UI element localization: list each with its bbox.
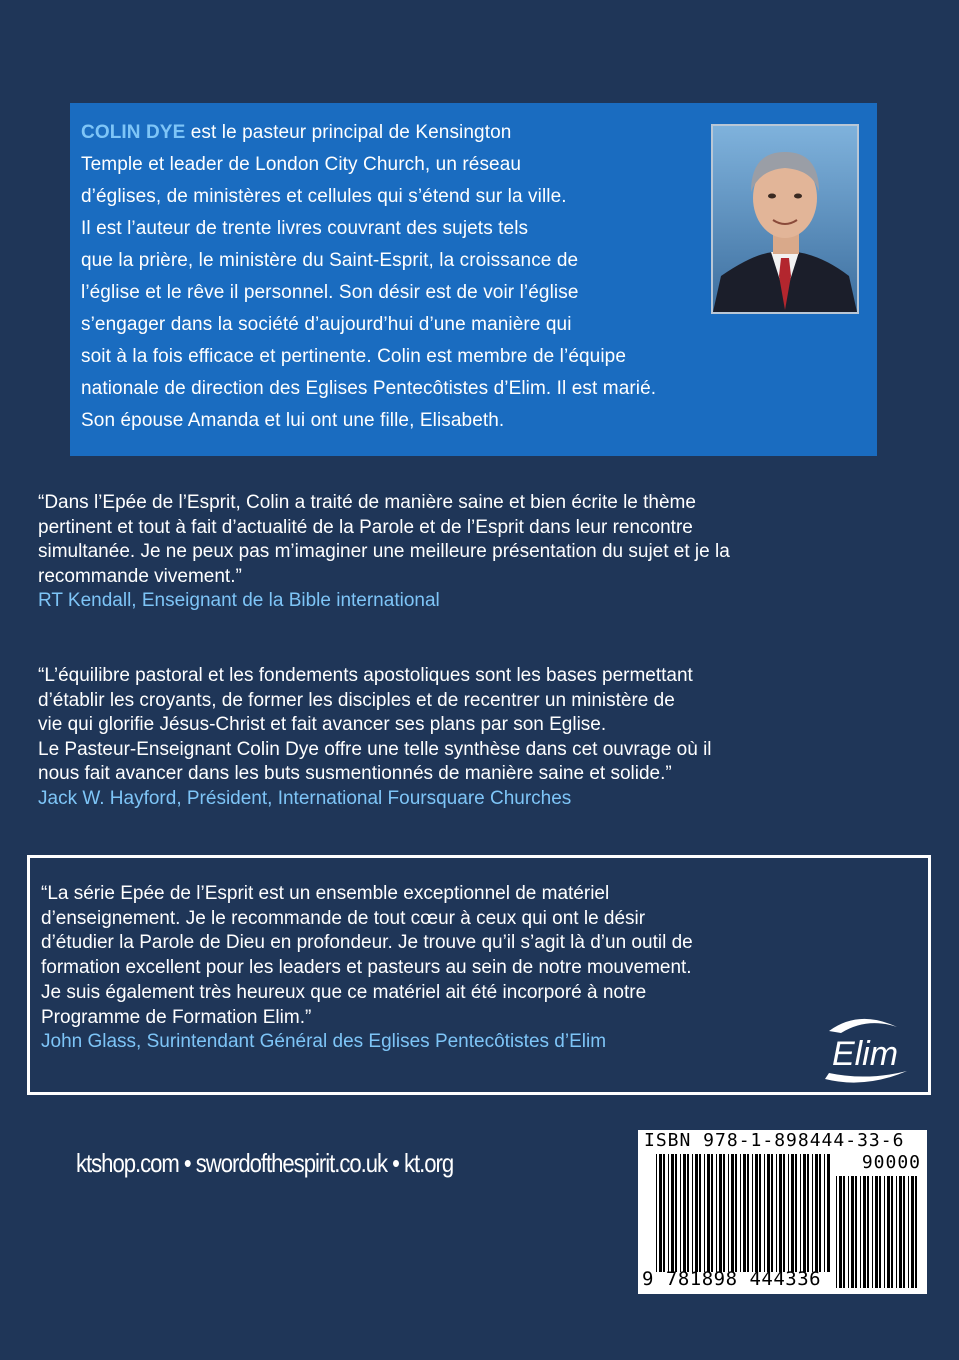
barcode-bar <box>795 1154 797 1272</box>
barcode-bar <box>735 1154 737 1272</box>
barcode-bar <box>752 1154 753 1272</box>
barcode-bar <box>707 1154 710 1272</box>
barcode-bar <box>704 1154 705 1272</box>
quote-line: “La série Epée de l’Esprit est un ensemble exceptionnel de matériel <box>41 883 610 904</box>
barcode-bar <box>848 1176 849 1288</box>
bio-line: est le pasteur principal de Kensington <box>185 122 512 143</box>
quote-line: nous fait avancer dans les buts susmentionnés de manière saine et solide.” <box>38 763 672 784</box>
barcode-bar <box>800 1154 801 1272</box>
barcode-bar <box>839 1176 842 1288</box>
barcode-bar <box>884 1176 885 1288</box>
barcode-bar <box>779 1154 782 1272</box>
endorsement-glass-frame <box>27 855 931 1095</box>
barcode-bar <box>675 1154 677 1272</box>
footer-websites: ktshop.com • swordofthespirit.co.uk • kt.org <box>76 1148 454 1178</box>
quote-line: “L’équilibre pastoral et les fondements apostoliques sont les bases permettant <box>38 665 693 686</box>
author-bio-text <box>81 117 811 437</box>
quote-line: Je suis également très heureux que ce matériel ait été incorporé à notre <box>41 981 647 1003</box>
quote-line: simultanée. Je ne peux pas m’imaginer une meilleure présentation du sujet et je la <box>38 541 730 562</box>
barcode-bar <box>683 1154 686 1272</box>
author-name: COLIN DYE <box>81 122 186 143</box>
barcode-bar <box>767 1154 770 1272</box>
quote-line: Programme de Formation Elim.” <box>41 1006 312 1028</box>
barcode-bar <box>911 1176 914 1288</box>
barcode-bar <box>771 1154 773 1272</box>
barcode-bar <box>903 1176 905 1288</box>
barcode-bar <box>687 1154 689 1272</box>
bio-line: Temple et leader de London City Church, un réseau <box>81 154 522 175</box>
barcode-bar <box>728 1154 729 1272</box>
barcode-bar <box>788 1154 789 1272</box>
quote-line: Le Pasteur-Enseignant Colin Dye offre une telle synthèse dans cet ouvrage où il <box>38 738 712 760</box>
barcode-bar <box>851 1176 854 1288</box>
endorsement-hayford <box>38 664 933 811</box>
barcode-bar <box>659 1154 662 1272</box>
bio-line: l’église et le rêve il personnel. Son désir est de voir l’église <box>81 282 579 303</box>
barcode-bar <box>867 1176 869 1288</box>
barcode-bar <box>764 1154 765 1272</box>
quote-attribution: John Glass, Surintendant Général des Eglises Pentecôtistes d’Elim <box>41 1031 607 1053</box>
barcode-bar <box>879 1176 881 1288</box>
barcode-bar <box>680 1154 681 1272</box>
barcode-bar <box>860 1176 861 1288</box>
barcode-bar <box>747 1154 749 1272</box>
barcode-bar <box>699 1154 701 1272</box>
barcode-bar <box>755 1154 758 1272</box>
barcode-bar <box>863 1176 866 1288</box>
quote-attribution: RT Kendall, Enseignant de la Bible international <box>38 590 440 611</box>
barcode-bar <box>719 1154 722 1272</box>
barcode-bar <box>740 1154 741 1272</box>
barcode-bar <box>915 1176 917 1288</box>
barcode-bar <box>716 1154 717 1272</box>
barcode-bar <box>875 1176 878 1288</box>
barcode-bar <box>896 1176 897 1288</box>
author-bio-panel <box>70 103 877 456</box>
barcode-bar <box>671 1154 674 1272</box>
barcode-bar <box>872 1176 873 1288</box>
barcode-bar <box>827 1154 830 1272</box>
barcode-bar <box>695 1154 698 1272</box>
elim-logo-text: Elim <box>831 1035 899 1073</box>
barcode-bar <box>819 1154 821 1272</box>
quote-line: vie qui glorifie Jésus-Christ et fait avancer ses plans par son Eglise. <box>38 714 607 735</box>
barcode-bar <box>887 1176 890 1288</box>
price-code: 90000 <box>861 1152 921 1173</box>
barcode-bar <box>783 1154 785 1272</box>
bio-line: que la prière, le ministère du Saint-Esprit, la croissance de <box>81 250 579 271</box>
elim-flame-mark <box>829 1019 897 1033</box>
barcode-bar <box>899 1176 902 1288</box>
quote-line: recommande vivement.” <box>38 565 242 587</box>
barcode-bar <box>723 1154 725 1272</box>
ean-digits: 9 781898 444336 <box>642 1268 822 1290</box>
barcode-bar <box>843 1176 845 1288</box>
quote-attribution: Jack W. Hayford, Président, International Foursquare Churches <box>38 787 572 809</box>
quote-line: d’étudier la Parole de Dieu en profondeur. Je trouve qu’il s’agit là d’un outil de <box>41 932 693 954</box>
bio-line: nationale de direction des Eglises Pentecôtistes d’Elim. Il est marié. <box>81 378 657 399</box>
bio-line: s’engager dans la société d’aujourd’hui d’une manière qui <box>81 314 572 335</box>
barcode-bar <box>663 1154 665 1272</box>
barcode-bar <box>731 1154 734 1272</box>
endorsement-kendall <box>38 491 933 614</box>
barcode-bar <box>711 1154 713 1272</box>
barcode-bar <box>692 1154 693 1272</box>
isbn-barcode <box>638 1130 927 1294</box>
barcode-bar <box>759 1154 761 1272</box>
barcode-bar <box>891 1176 893 1288</box>
barcode-bar <box>836 1176 837 1288</box>
barcode-bar <box>803 1154 806 1272</box>
portrait-illustration <box>713 126 857 312</box>
addon-bars <box>836 1176 920 1288</box>
quote-line: d’établir les croyants, de former les disciples et de recentrer un ministère de <box>38 689 675 711</box>
bio-line: soit à la fois efficace et pertinente. Colin est membre de l’équipe <box>81 346 626 367</box>
quote-line: formation excellent pour les leaders et pasteurs au sein de notre mouvement. <box>41 957 692 979</box>
barcode-bar <box>791 1154 794 1272</box>
barcode-bar <box>812 1154 813 1272</box>
barcode-bar <box>815 1154 818 1272</box>
barcode-bar <box>807 1154 809 1272</box>
endorsement-glass <box>41 882 891 1055</box>
quote-line: pertinent et tout à fait d’actualité de la Parole et de l’Esprit dans leur rencontre <box>38 516 693 538</box>
author-portrait <box>711 124 859 314</box>
bio-line: Son épouse Amanda et lui ont une fille, Elisabeth. <box>81 410 505 431</box>
quote-line: d’enseignement. Je le recommande de tout cœur à ceux qui ont le désir <box>41 907 646 929</box>
barcode-bar <box>855 1176 857 1288</box>
bio-line: Il est l’auteur de trente livres couvrant des sujets tels <box>81 218 529 239</box>
ean-bars <box>656 1154 832 1272</box>
barcode-bar <box>743 1154 746 1272</box>
barcode-bar <box>656 1154 657 1272</box>
bio-line: d’églises, de ministères et cellules qui s’étend sur la ville. <box>81 186 567 207</box>
elim-logo <box>815 1011 915 1091</box>
quote-line: “Dans l’Epée de l’Esprit, Colin a traité de manière saine et bien écrite le thème <box>38 492 696 513</box>
barcode-bar <box>824 1154 825 1272</box>
isbn-number: ISBN 978-1-898444-33-6 <box>644 1130 905 1151</box>
barcode-bar <box>668 1154 669 1272</box>
barcode-bar <box>776 1154 777 1272</box>
barcode-bar <box>908 1176 909 1288</box>
